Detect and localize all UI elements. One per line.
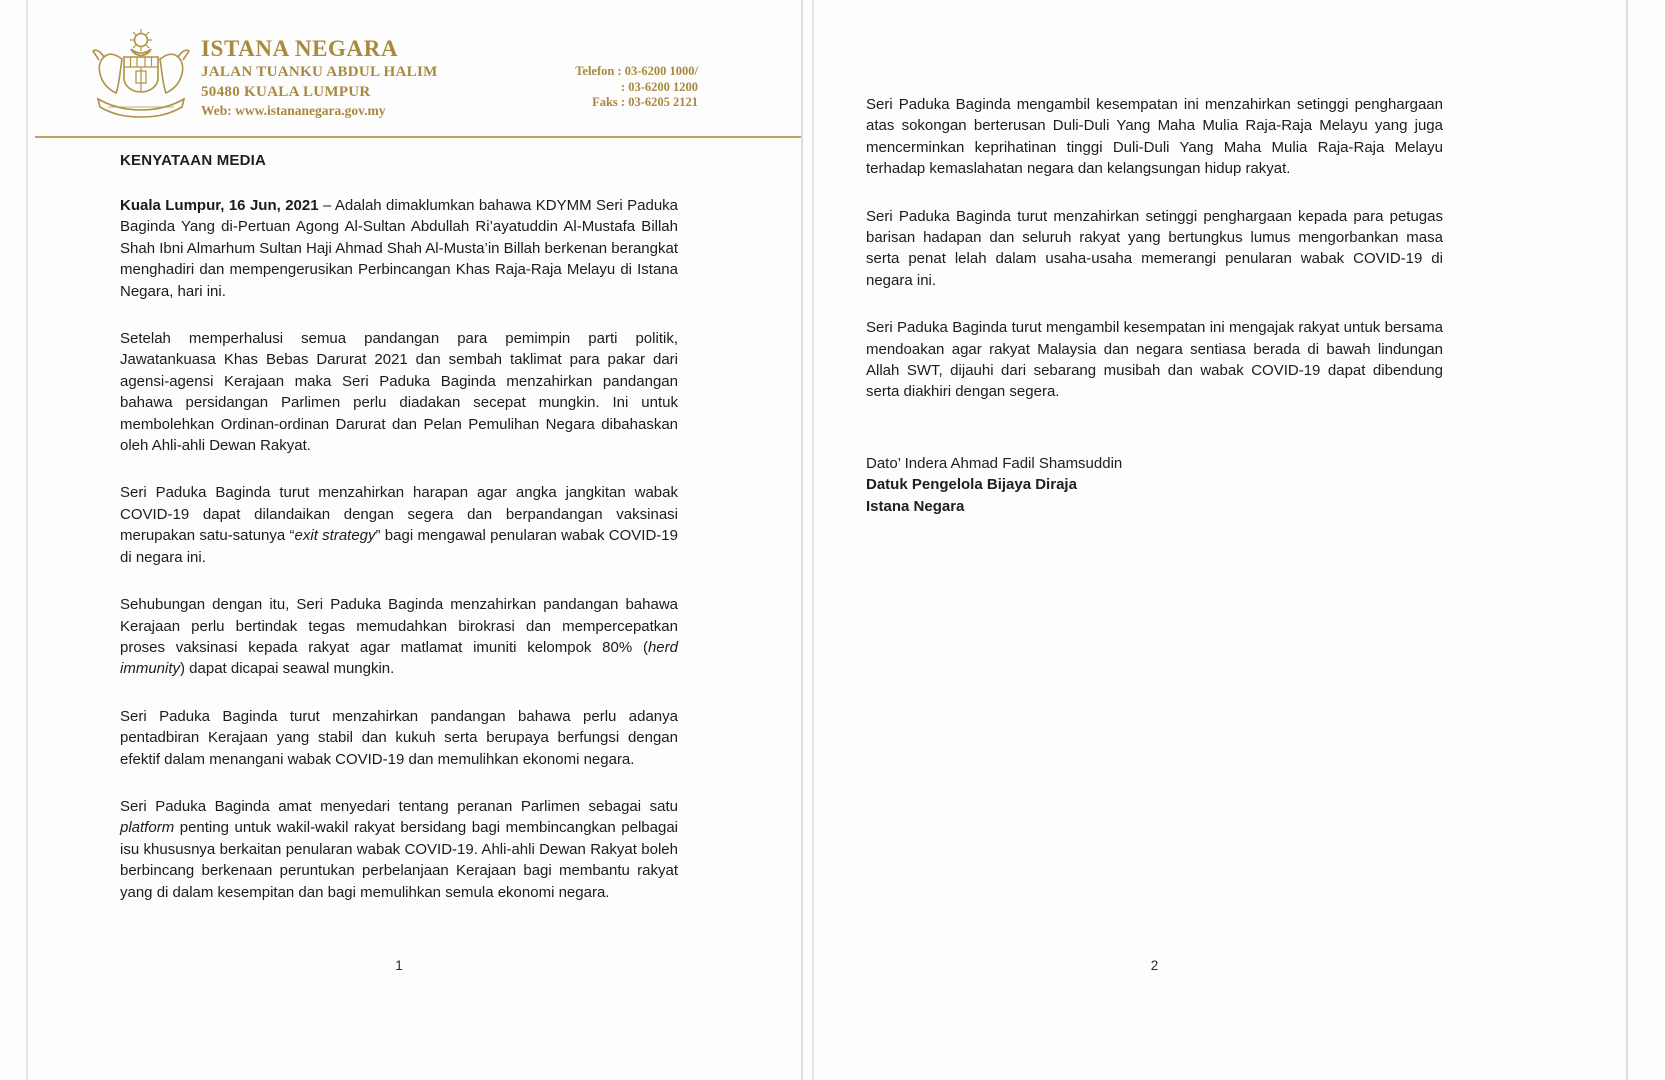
page-number: 2 [1150,958,1159,973]
web-address: Web: www.istananegara.gov.my [201,103,386,118]
paragraph: Seri Paduka Baginda mengambil kesempatan ini menzahirkan setinggi penghargaan atas sokongan berterusan Duli-Duli Yang Maha Mulia Raja-Raja Melayu yang juga mencerminkan keprihatinan tinggi Duli-Duli Yang Maha Mulia Raja-Raja Melayu terhadap kemaslahatan negara dan kelangsungan hidup rakyat. [866,96,1443,178]
org-name: ISTANA NEGARA [201,36,399,61]
paragraph: Seri Paduka Baginda turut menzahirkan harapan agar angka jangkitan wabak COVID-19 dapat dilandaikan dengan segera dan berpandangan vaksinasi merupakan satu-satunya “exit strategy” bagi mengawal penularan wabak COVID-19 di negara ini. [120,484,678,566]
paragraph: Seri Paduka Baginda amat menyedari tentang peranan Parlimen sebagai satu platform penting untuk wakil-wakil rakyat bersidang bagi membincangkan pelbagai isu khususnya berkaitan penularan wabak COVID-19. Ahli-ahli Dewan Rakyat boleh berbincang berkenaan peruntukan perbelanjaan Kerajaan bagi membantu rakyat yang di dalam kesempitan dan bagi memulihkan semula ekonomi negara. [120,797,678,901]
page-right-edge [1626,0,1628,1080]
contact-block [500,64,698,111]
page-1-text [120,152,678,903]
page-seam [801,0,803,1080]
paragraph: Kuala Lumpur, 16 Jun, 2021 – Adalah dimaklumkan bahawa KDYMM Seri Paduka Baginda Yang di-Pertuan Agong Al-Sultan Abdullah Ri’ayatuddin Al-Mustafa Billah Shah Ibni Almarhum Sultan Haji Ahmad Shah Al-Musta’in Billah berkenan berangkat menghadiri dan mempengerusikan Perbincangan Khas Raja-Raja Melayu di Istana Negara, hari ini. [120,197,679,300]
paragraph: Seri Paduka Baginda turut menzahirkan setinggi penghargaan kepada para petugas barisan hadapan dan seluruh rakyat yang bertungkus lumus mengorbankan masa serta penat lelah dalam usaha-usaha memerangi penularan wabak COVID-19 di negara ini. [866,207,1443,289]
faks-line: Faks : 03-6205 2121 [592,95,698,109]
media-statement-heading: KENYATAAN MEDIA [120,152,267,169]
letterhead-rule [35,136,801,138]
paragraph: Sehubungan dengan itu, Seri Paduka Baginda menzahirkan pandangan bahawa Kerajaan perlu bertindak tegas memudahkan birokrasi dan mempercepatkan proses vaksinasi kepada rakyat agar matlamat imuniti kelompok 80% (herd immunity) dapat dicapai seawal mungkin. [120,596,678,678]
page-left-edge [26,0,28,1080]
signature-org: Istana Negara [866,497,965,515]
telefon-line-2: : 03-6200 1200 [620,79,698,94]
coat-of-arms-icon [86,27,196,125]
paragraph: Seri Paduka Baginda turut mengambil kesempatan ini mengajak rakyat untuk bersama mendoakan agar rakyat Malaysia dan negara sentiasa berada di bawah lindungan Allah SWT, dijauhi dari sebarang musibah dan wabak COVID-19 dapat dibendung serta diakhiri dengan segera. [866,319,1443,401]
page-2-text [866,88,1443,517]
signature-block [866,453,1443,518]
page-seam [812,0,814,1080]
telefon-line-1: Telefon : 03-6200 1000/ [575,64,698,78]
signature-name: Dato’ Indera Ahmad Fadil Shamsuddin [866,454,1123,472]
paragraph: Seri Paduka Baginda turut menzahirkan pandangan bahawa perlu adanya pentadbiran Kerajaan yang stabil dan kukuh serta berupaya berfungsi dengan efektif dalam menangani wabak COVID-19 dan memulihkan ekonomi negara. [120,707,678,768]
paragraph: Setelah memperhalusi semua pandangan para pemimpin parti politik, Jawatankuasa Khas Bebas Darurat 2021 dan sembah taklimat para pakar dari agensi-agensi Kerajaan maka Seri Paduka Baginda menzahirkan pandangan bahawa persidangan Parlimen perlu diadakan secepat mungkin. Ini untuk membolehkan Ordinan-ordinan Darurat dan Pelan Pemulihan Negara dibahaskan oleh Ahli-ahli Dewan Rakyat. [120,330,678,455]
signature-title: Datuk Pengelola Bijaya Diraja [866,476,1077,494]
page-number: 1 [395,958,403,973]
address-line-1: JALAN TUANKU ABDUL HALIM [201,64,438,80]
address-line-2: 50480 KUALA LUMPUR [201,84,371,100]
